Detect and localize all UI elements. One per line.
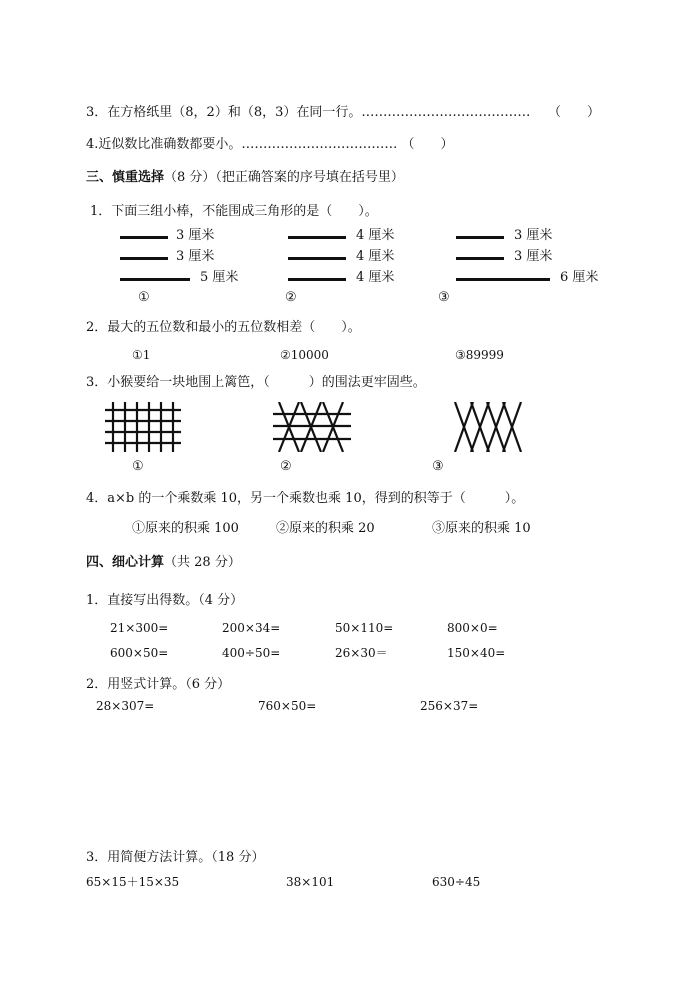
s4-q1-r1-3: 50×110= <box>335 621 394 635</box>
s3-q2-text: 2．最大的五位数和最小的五位数相差（ ）。 <box>86 320 361 335</box>
stick-g1-3 <box>120 278 190 281</box>
s3-q4-option-3[interactable]: ③原来的积乘 10 <box>432 521 531 536</box>
s4-q3-text: 3．用简便方法计算。（18 分） <box>86 850 265 865</box>
s3-q2-option-1[interactable]: ①1 <box>132 348 151 362</box>
s3-q3-text: 3．小猴要给一块地围上篱笆，（ ）的围法更牢固些。 <box>86 375 426 390</box>
judge-q3-text: 3．在方格纸里（8，2）和（8，3）在同一行。………………………………… <box>86 105 531 120</box>
s4-q1-r1-4: 800×0= <box>447 621 498 635</box>
s4-q1-r1-1: 21×300= <box>110 621 169 635</box>
stick-g2-2 <box>288 257 346 260</box>
s4-q1-r2-4: 150×40= <box>447 646 506 660</box>
s3-q3-marker-1[interactable]: ① <box>132 459 144 474</box>
stick-label-g1-2: 3 厘米 <box>176 249 215 264</box>
stick-g1-1 <box>120 236 168 239</box>
section3-heading <box>86 170 404 186</box>
stick-g2-3 <box>288 278 346 281</box>
s3-q4-text: 4．a×b 的一个乘数乘 10，另一个乘数也乘 10，得到的积等于（ ）。 <box>86 491 525 506</box>
s4-q1-r2-1: 600×50= <box>110 646 169 660</box>
judge-q3-answer-blank[interactable]: （ ） <box>548 105 601 120</box>
s3-q3-marker-3[interactable]: ③ <box>432 459 444 474</box>
s4-q2-item-3: 256×37= <box>420 699 479 713</box>
section4-note: （共 28 分） <box>164 555 241 570</box>
stick-g2-1 <box>288 236 346 239</box>
fence-grid-figure <box>105 402 181 452</box>
section4-title: 四、细心计算 <box>86 555 165 570</box>
stick-label-g1-3: 5 厘米 <box>200 270 239 285</box>
s4-q1-r2-2: 400÷50= <box>222 646 281 660</box>
s3-q4-option-2[interactable]: ②原来的积乘 20 <box>276 521 375 536</box>
judge-q4 <box>86 137 454 153</box>
stick-g3-1 <box>456 236 504 239</box>
s4-q1-text: 1．直接写出得数。（4 分） <box>86 593 244 608</box>
s3-q2-option-3[interactable]: ③89999 <box>455 348 504 362</box>
stick-label-g2-1: 4 厘米 <box>356 228 395 243</box>
stick-label-g3-2: 3 厘米 <box>514 249 553 264</box>
stick-label-g2-2: 4 厘米 <box>356 249 395 264</box>
s3-q4-option-1[interactable]: ①原来的积乘 100 <box>132 521 239 536</box>
stick-g1-2 <box>120 257 168 260</box>
s3-q3-marker-2[interactable]: ② <box>280 459 292 474</box>
s4-q2-item-2: 760×50= <box>258 699 317 713</box>
s4-q1-r1-2: 200×34= <box>222 621 281 635</box>
fence-cross-figure <box>273 402 351 452</box>
s4-q1-r2-3: 26×30＝ <box>335 646 388 660</box>
s4-q3-item-2: 38×101 <box>286 875 335 889</box>
stick-label-g1-1: 3 厘米 <box>176 228 215 243</box>
section3-note: （8 分）（把正确答案的序号填在括号里） <box>164 170 404 185</box>
stick-label-g3-3: 6 厘米 <box>560 270 599 285</box>
s4-q2-text: 2．用竖式计算。（6 分） <box>86 677 231 692</box>
option-marker-g2[interactable]: ② <box>285 290 297 305</box>
s3-q2-option-2[interactable]: ②10000 <box>280 348 329 362</box>
stick-label-g3-1: 3 厘米 <box>514 228 553 243</box>
stick-g3-3 <box>456 278 550 281</box>
s3-q1-text: 1．下面三组小棒，不能围成三角形的是（ ）。 <box>90 204 378 219</box>
stick-g3-2 <box>456 257 504 260</box>
option-marker-g3[interactable]: ③ <box>438 290 450 305</box>
s4-q2-item-1: 28×307= <box>96 699 155 713</box>
fence-diagonal-figure <box>451 402 529 452</box>
stick-label-g2-3: 4 厘米 <box>356 270 395 285</box>
s4-q3-item-1: 65×15＋15×35 <box>86 875 180 889</box>
section3-title: 三、慎重选择 <box>86 170 165 185</box>
judge-q4-answer-blank[interactable]: （ ） <box>401 137 454 152</box>
judge-q3 <box>86 105 530 121</box>
s4-q3-item-3: 630÷45 <box>432 875 481 889</box>
judge-q4-text: 4.近似数比准确数都要小。……………………………… <box>86 137 398 152</box>
option-marker-g1[interactable]: ① <box>138 290 150 305</box>
section4-heading <box>86 555 241 571</box>
